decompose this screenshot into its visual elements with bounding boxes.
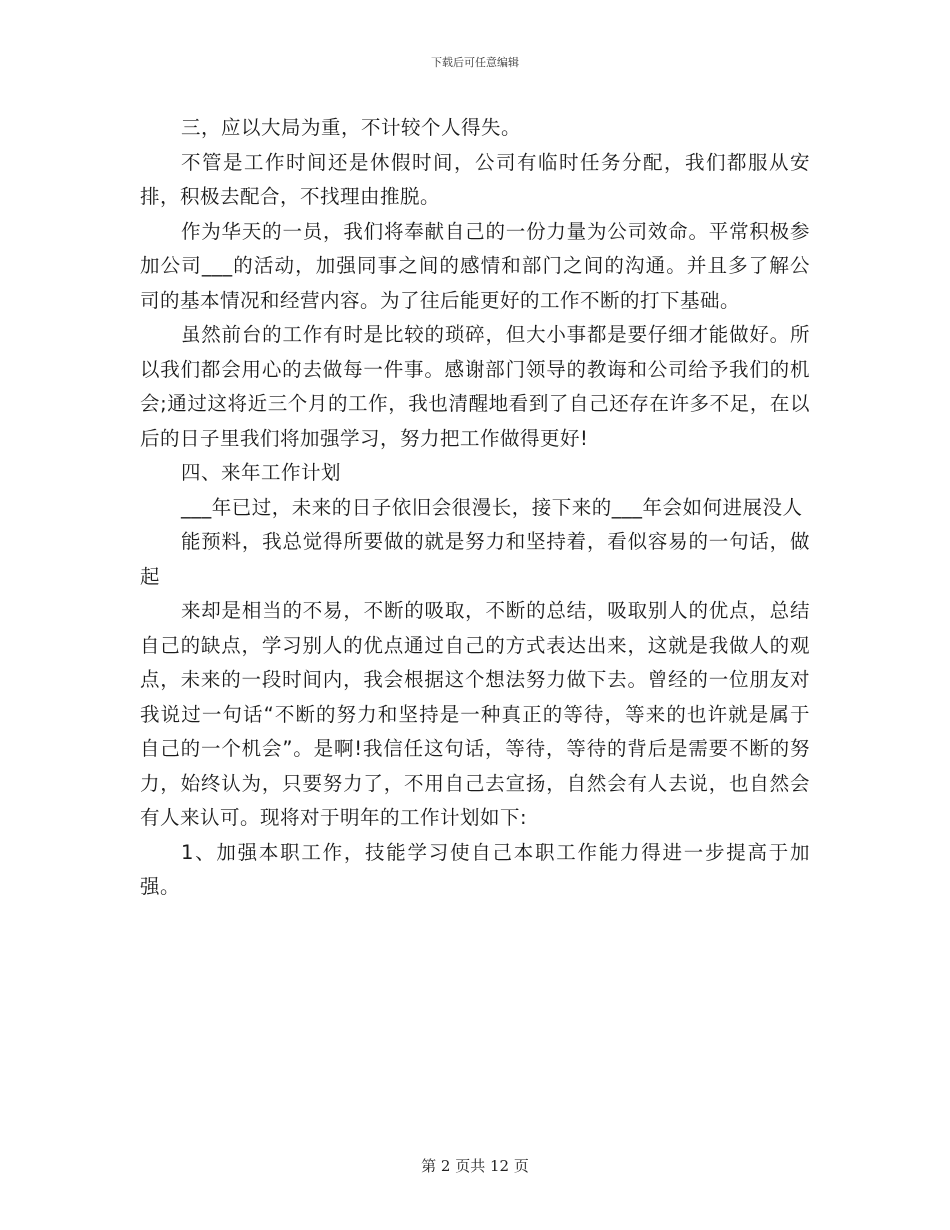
page-footer: 第 2 页共 12 页 [421,1157,529,1175]
section-heading: 四、来年工作计划 [180,461,341,484]
paragraph: 能预料，我总觉得所要做的就是努力和坚持着，看似容易的一句话，做起 [140,530,810,588]
paragraph: 来却是相当的不易，不断的吸取，不断的总结，吸取别人的优点，总结自己的缺点，学习别人的优点通过自己的方式表达出来，这就是我做人的观点，未来的一段时间内，我会根据这个想法努力做下去。曾经的一位朋友对我说过一句话“不断的努力和坚持是一种真正的等待，等来的也许就是属于自己的一个机会”。是啊!我信任这句话，等待，等待的背后是需要不断的努力，始终认为，只要努力了，不用自己去宣扬，自然会有人去说，也自然会有人来认可。现将对于明年的工作计划如下: [140,599,810,829]
document-body [140,111,810,905]
paragraph: ___年已过，未来的日子依旧会很漫长，接下来的___年会如何进展没人 [180,495,803,519]
paragraph: 1、加强本职工作，技能学习使自己本职工作能力得进一步提高于加强。 [140,840,810,898]
paragraph: 三，应以大局为重，不计较个人得失。 [180,116,521,139]
paragraph: 不管是工作时间还是休假时间，公司有临时任务分配，我们都服从安排，积极去配合，不找理由推脱。 [140,150,810,208]
paragraph: 虽然前台的工作有时是比较的琐碎，但大小事都是要仔细才能做好。所以我们都会用心的去做每一件事。感谢部门领导的教诲和公司给予我们的机会;通过这将近三个月的工作，我也清醒地看到了自己还存在许多不足，在以后的日子里我们将加强学习，努力把工作做得更好! [140,323,810,450]
page-header: 下载后可任意编辑 [431,56,519,69]
paragraph: 作为华天的一员，我们将奉献自己的一份力量为公司效命。平常积极参加公司___的活动，加强同事之间的感情和部门之间的沟通。并且多了解公司的基本情况和经营内容。为了往后能更好的工作不断的打下基础。 [140,219,810,312]
